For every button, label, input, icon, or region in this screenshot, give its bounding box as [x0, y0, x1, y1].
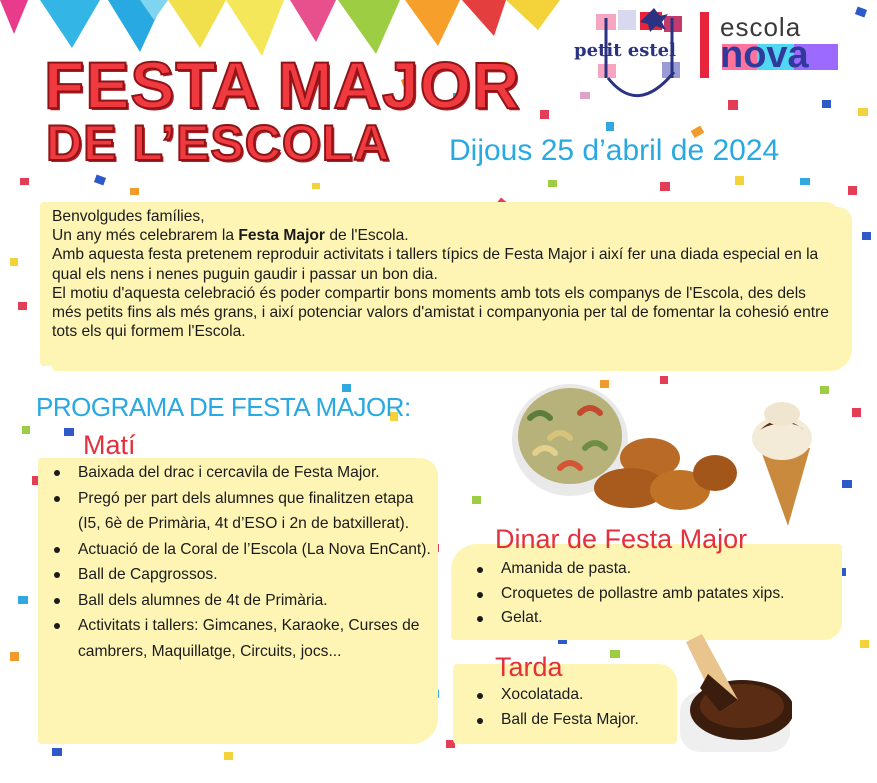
mati-list — [52, 460, 432, 664]
list-item: Ball dels alumnes de 4t de Primària. — [52, 588, 432, 614]
letter-line2 — [52, 226, 832, 245]
letter-greeting: Benvolgudes famílies, — [52, 208, 205, 225]
petit-estel-logo-text: petit estel — [574, 40, 676, 61]
list-item: Baixada del drac i cercavila de Festa Major. — [52, 460, 432, 486]
list-item: Gelat. — [475, 606, 845, 631]
escola-nova-logo-escola: escola — [720, 12, 802, 42]
list-item: Xocolatada. — [475, 683, 675, 708]
list-item: Actuació de la Coral de l’Escola (La Nova EnCant). — [52, 537, 432, 563]
tarda-title: Tarda — [495, 652, 563, 682]
letter-paragraph1: Amb aquesta festa pretenem reproduir activitats i tallers típics de Festa Major i així fer una diada especial en la qual els nens i nenes puguin gaudir i passar un bon dia. — [52, 246, 819, 283]
letter-line2-before: Un any més celebrarem la — [52, 227, 239, 245]
list-item: Ball de Festa Major. — [475, 708, 675, 733]
mati-title: Matí — [83, 430, 136, 460]
letter-paragraph2: El motiu d'aquesta celebració és poder compartir bons moments amb tots els companys de l'Escola, des dels més petits fins als més grans, i així potenciar valors d'amistat i companyonia per tal de fomentar la cohesió entre tots els qui formem l'Escola. — [52, 284, 829, 341]
event-date: Dijous 25 d’abril de 2024 — [449, 134, 780, 167]
programa-title: PROGRAMA DE FESTA MAJOR: — [36, 392, 411, 422]
letter-line2-after: de l'Escola. — [325, 227, 409, 245]
escola-nova-logo-bar — [700, 12, 709, 78]
list-item: Ball de Capgrossos. — [52, 562, 432, 588]
title-festa-major: FESTA MAJOR — [44, 48, 521, 122]
letter-body — [52, 207, 832, 341]
dinar-list — [475, 557, 845, 631]
letter-line2-bold: Festa Major — [238, 227, 326, 245]
dinar-title: Dinar de Festa Major — [495, 524, 748, 554]
tarda-list — [475, 683, 675, 732]
list-item: Pregó per part dels alumnes que finalitzen etapa (I5, 6è de Primària, 4t d’ESO i 2n de batxillerat). — [52, 486, 432, 537]
title-de-lescola: DE L’ESCOLA — [46, 115, 391, 171]
list-item: Amanida de pasta. — [475, 557, 845, 582]
xocolata-image — [672, 632, 792, 752]
escola-nova-logo-nova: nova — [720, 34, 809, 76]
list-item: Activitats i tallers: Gimcanes, Karaoke, Curses de cambrers, Maquillatge, Circuits, jocs... — [52, 613, 432, 664]
food-image — [510, 378, 850, 528]
list-item: Croquetes de pollastre amb patates xips. — [475, 582, 845, 607]
